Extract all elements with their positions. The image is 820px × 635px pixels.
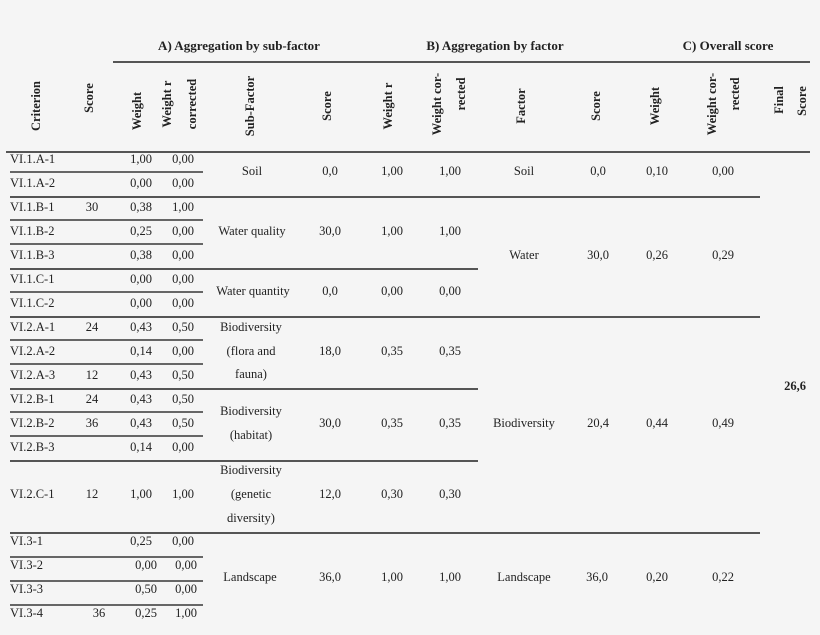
criterion-id: VI.3-1 [10,534,43,548]
header-sf-weight-cor: Weight cor- [430,72,444,136]
group-divider [10,196,760,198]
criterion-id: VI.3-2 [10,558,43,572]
sub-factor-name-line: (flora and [226,344,276,358]
criterion-weight-corrected: 1,00 [172,487,194,501]
header-factor: Factor [514,88,528,124]
criterion-id: VI.2.B-2 [10,416,55,430]
group-divider [10,316,760,318]
header-sf-weight-r: Weight r [381,82,395,130]
criterion-score: 24 [85,320,99,334]
sub-factor-score: 18,0 [319,344,341,358]
sub-factor-name-line: (habitat) [229,428,273,442]
group-header-c: C) Overall score [682,38,774,53]
sub-factor-name: Water quality [218,224,286,238]
factor-weight: 0,20 [646,570,668,584]
header-sub-factor: Sub-Factor [243,75,257,137]
criterion-weight: 0,43 [130,368,152,382]
criterion-weight-corrected: 0,00 [172,248,194,262]
criterion-id: VI.2.A-2 [10,344,56,358]
header-criterion: Criterion [29,81,43,131]
factor-weight: 0,10 [646,164,668,178]
criterion-weight-corrected: 0,00 [172,224,194,238]
final-score: 26,6 [784,379,806,393]
factor-weight-corrected: 0,49 [712,416,734,430]
criterion-weight: 0,25 [130,534,152,548]
header-sf-rected: rected [454,77,468,111]
sub-factor-score: 12,0 [319,487,341,501]
criterion-weight-corrected: 0,00 [172,176,194,190]
criterion-id: VI.1.A-2 [10,176,56,190]
header-final: Final [772,86,786,114]
sub-factor-weight-r: 0,30 [381,487,403,501]
criterion-id: VI.2.C-1 [10,487,55,501]
sub-factor-weight-corrected: 1,00 [439,570,461,584]
criterion-weight-corrected: 0,50 [172,368,194,382]
row-divider [10,243,203,245]
criterion-weight: 0,14 [130,440,152,454]
criterion-weight: 0,00 [135,558,157,572]
criterion-score: 30 [85,200,99,214]
criterion-id: VI.1.C-1 [10,272,55,286]
factor-score: 0,0 [590,164,606,178]
sub-factor-name-line: fauna) [235,367,267,381]
factor-name: Biodiversity [493,416,555,430]
group-divider [10,532,760,534]
factor-weight: 0,44 [646,416,668,430]
sub-factor-name: Soil [241,164,263,178]
criterion-weight: 0,00 [130,176,152,190]
row-divider [10,339,203,341]
criterion-weight: 0,38 [130,248,152,262]
criterion-weight: 1,00 [130,487,152,501]
criterion-id: VI.2.B-3 [10,440,55,454]
criterion-id: VI.3-4 [10,606,43,620]
criterion-weight: 0,43 [130,416,152,430]
criterion-weight: 0,00 [130,272,152,286]
sub-factor-weight-corrected: 0,35 [439,344,461,358]
criterion-score: 36 [92,606,106,620]
row-divider [10,411,203,413]
criterion-id: VI.1.B-2 [10,224,55,238]
criterion-weight-corrected: 0,00 [172,440,194,454]
header-f-weight-cor: Weight cor- [705,72,719,136]
header-bottom-rule [6,151,810,153]
sub-factor-weight-r: 0,35 [381,416,403,430]
sub-factor-name: Water quantity [216,284,290,298]
criterion-weight-corrected: 0,00 [172,152,194,166]
sub-factor-name-line: Biodiversity [220,404,282,418]
criterion-weight: 0,43 [130,392,152,406]
criterion-score: 12 [85,487,99,501]
sub-factor-weight-r: 1,00 [381,224,403,238]
criterion-weight: 0,38 [130,200,152,214]
header-f-score: Score [589,91,603,121]
criterion-weight: 0,43 [130,320,152,334]
factor-weight-corrected: 0,00 [712,164,734,178]
criterion-weight-corrected: 0,50 [172,392,194,406]
sub-factor-weight-corrected: 0,00 [439,284,461,298]
sub-factor-score: 30,0 [319,224,341,238]
criterion-id: VI.3-3 [10,582,43,596]
group-divider [10,388,478,390]
header-corrected: corrected [185,78,199,130]
sub-factor-weight-corrected: 0,30 [439,487,461,501]
criterion-id: VI.2.A-3 [10,368,56,382]
header-f-weight: Weight [648,86,662,126]
criterion-weight-corrected: 0,00 [175,582,197,596]
header-group-rule [113,61,810,63]
header-sf-score: Score [320,91,334,121]
criterion-id: VI.1.B-3 [10,248,55,262]
factor-weight-corrected: 0,29 [712,248,734,262]
sub-factor-score: 0,0 [322,284,338,298]
row-divider [10,363,203,365]
sub-factor-score: 36,0 [319,570,341,584]
criterion-weight: 0,25 [135,606,157,620]
group-header-b: B) Aggregation by factor [426,38,564,53]
header-final-score: Score [795,86,809,116]
factor-score: 30,0 [587,248,609,262]
criterion-weight-corrected: 0,00 [172,534,194,548]
row-divider [10,171,203,173]
sub-factor-weight-corrected: 1,00 [439,224,461,238]
group-header-a: A) Aggregation by sub-factor [158,38,320,53]
criterion-weight: 0,50 [135,582,157,596]
sub-factor-name-line: (genetic [230,487,272,501]
criterion-weight: 1,00 [130,152,152,166]
criterion-weight-corrected: 1,00 [175,606,197,620]
sub-factor-score: 0,0 [322,164,338,178]
criterion-weight-corrected: 0,50 [172,320,194,334]
factor-name: Soil [513,164,535,178]
criterion-weight: 0,00 [130,296,152,310]
factor-weight: 0,26 [646,248,668,262]
sub-factor-score: 30,0 [319,416,341,430]
criterion-weight-corrected: 0,00 [172,344,194,358]
row-divider [10,291,203,293]
header-score: Score [82,83,96,113]
header-f-rected: rected [728,77,742,111]
criterion-weight-corrected: 0,50 [172,416,194,430]
criterion-id: VI.1.C-2 [10,296,55,310]
criterion-score: 24 [85,392,99,406]
criterion-weight-corrected: 0,00 [175,558,197,572]
row-divider [10,435,203,437]
sub-factor-name-line: diversity) [227,511,275,525]
sub-factor-weight-corrected: 1,00 [439,164,461,178]
criterion-weight-corrected: 0,00 [172,296,194,310]
criterion-weight-corrected: 0,00 [172,272,194,286]
sub-factor-name-line: Biodiversity [220,463,282,477]
criterion-score: 36 [85,416,99,430]
criterion-id: VI.2.A-1 [10,320,56,334]
factor-name: Landscape [497,570,551,584]
header-weight: Weight [130,91,144,131]
criterion-weight: 0,14 [130,344,152,358]
criterion-weight: 0,25 [130,224,152,238]
group-divider [10,268,478,270]
factor-weight-corrected: 0,22 [712,570,734,584]
sub-factor-weight-corrected: 0,35 [439,416,461,430]
criterion-id: VI.2.B-1 [10,392,55,406]
sub-factor-weight-r: 0,35 [381,344,403,358]
factor-name: Water [509,248,539,262]
header-weight-r: Weight r [160,80,174,128]
criterion-weight-corrected: 1,00 [172,200,194,214]
factor-score: 36,0 [586,570,608,584]
group-divider [10,460,478,462]
sub-factor-name: Landscape [223,570,277,584]
sub-factor-weight-r: 0,00 [381,284,403,298]
sub-factor-weight-r: 1,00 [381,570,403,584]
criterion-id: VI.1.B-1 [10,200,55,214]
sub-factor-name-line: Biodiversity [220,320,282,334]
criterion-score: 12 [85,368,99,382]
criterion-id: VI.1.A-1 [10,152,56,166]
row-divider [10,219,203,221]
sub-factor-weight-r: 1,00 [381,164,403,178]
factor-score: 20,4 [587,416,609,430]
